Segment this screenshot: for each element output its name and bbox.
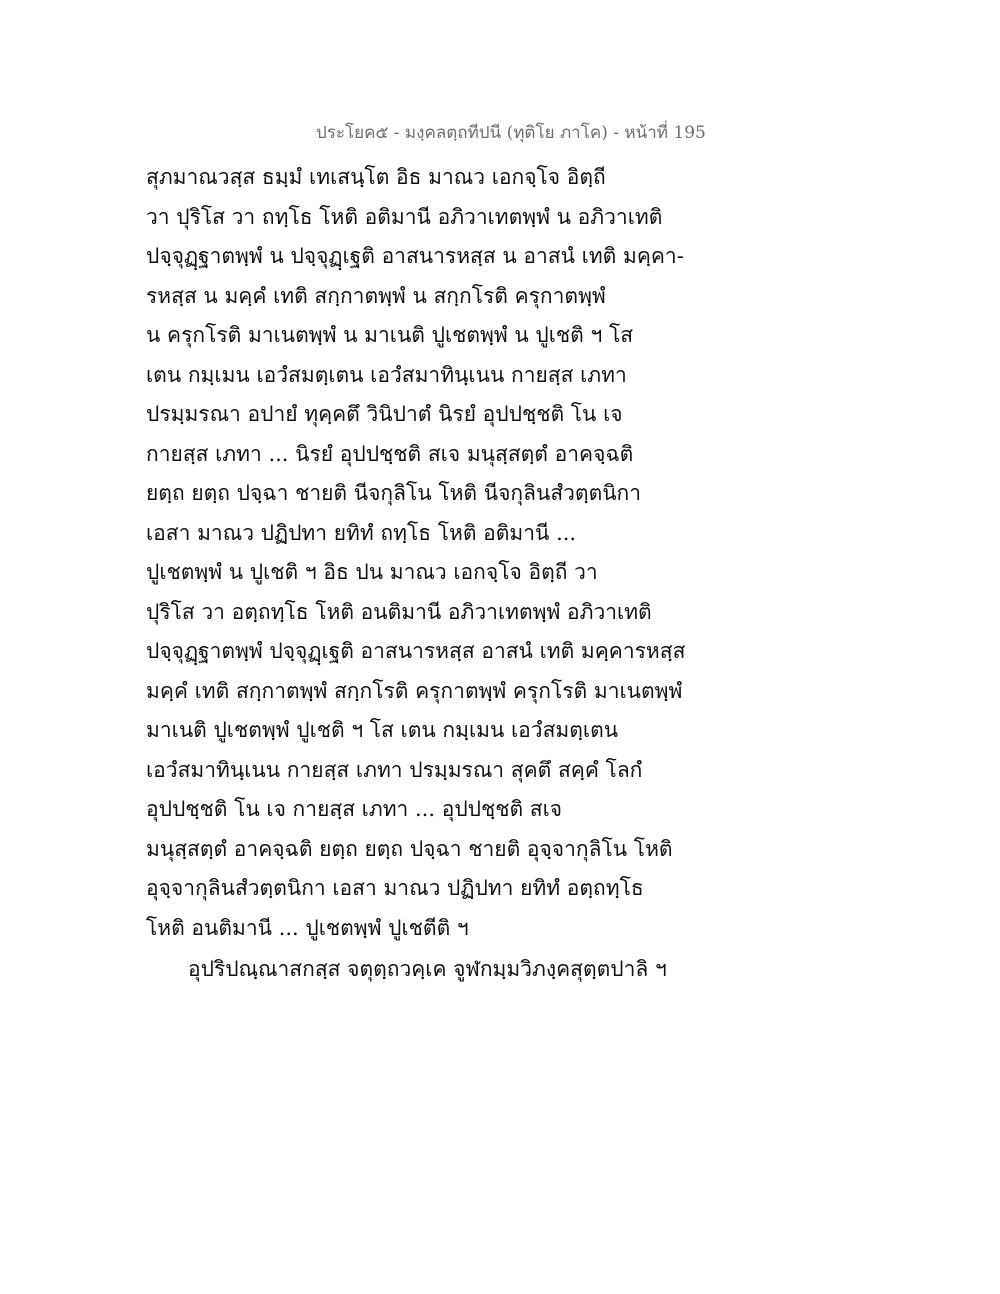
- text-line: มาเนติ ปูเชตพฺพํ ปูเชติ ฯ โส เตน กมฺเมน เอวํสมตฺเตน: [146, 718, 619, 742]
- text-line: น ครุกโรติ มาเนตพฺพํ น มาเนติ ปูเชตพฺพํ น ปูเชติ ฯ โส: [146, 323, 634, 347]
- text-line: เอสา มาณว ปฏิปทา ยทิทํ ถทฺโธ โหติ อติมานี ...: [146, 520, 577, 545]
- text-line: ปจฺจุฏฺฐาตพฺพํ น ปจฺจุฏฺเฐติ อาสนารหสฺส น อาสนํ เทติ มคฺคา-: [146, 244, 684, 268]
- body-text: [146, 158, 706, 990]
- running-header: ประโยค๕ - มงฺคลตฺถทีปนี (ทุติโย ภาโค) - หน้าที่ 195: [316, 123, 706, 143]
- text-line: ยตฺถ ยตฺถ ปจฺฉา ชายติ นีจกุลิโน โหติ นีจกุลินสํวตฺตนิกา: [146, 481, 642, 505]
- text-line: โหติ อนติมานี ... ปูเชตพฺพํ ปูเชตีติ ฯ: [146, 915, 469, 940]
- text-line: ปุริโส วา อตฺถทฺโธ โหติ อนติมานี อภิวาเทตพฺพํ อภิวาเทติ: [146, 599, 652, 624]
- text-line: อุปปชฺชติ โน เจ กายสฺส เภทา ... อุปปชฺชติ สเจ: [146, 797, 563, 821]
- text-line: ปจฺจุฏฺฐาตพฺพํ ปจฺจุฏฺเฐติ อาสนารหสฺส อาสนํ เทติ มคฺคารหสฺส: [146, 639, 686, 663]
- text-line: วา ปุริโส วา ถทฺโธ โหติ อติมานี อภิวาเทตพฺพํ น อภิวาเทติ: [146, 204, 663, 229]
- text-line: มคฺคํ เทติ สกฺกาตพฺพํ สกฺกโรติ ครุกาตพฺพํ ครุกโรติ มาเนตพฺพํ: [146, 678, 683, 703]
- text-line: อุจฺจากุลินสํวตฺตนิกา เอสา มาณว ปฏิปทา ยทิทํ อตฺถทฺโธ: [146, 876, 644, 900]
- text-line: รหสฺส น มคฺคํ เทติ สกฺกาตพฺพํ น สกฺกโรติ ครุกาตพฺพํ: [146, 283, 606, 308]
- text-line: มนุสฺสตฺตํ อาคจฺฉติ ยตฺถ ยตฺถ ปจฺฉา ชายติ อุจฺจากุลิโน โหติ: [146, 836, 673, 861]
- text-line: เตน กมฺเมน เอวํสมตฺเตน เอวํสมาทินฺเนน กายสฺส เภทา: [146, 362, 627, 387]
- text-line: ปูเชตพฺพํ น ปูเชติ ฯ อิธ ปน มาณว เอกจฺโจ อิตฺถี วา: [146, 560, 598, 584]
- text-line: เอวํสมาทินฺเนน กายสฺส เภทา ปรมฺมรณา สุคตึ สคฺคํ โลกํ: [146, 757, 643, 782]
- text-line: ปรมฺมรณา อปายํ ทุคฺคตึ วินิปาตํ นิรยํ อุปปชฺชติ โน เจ: [146, 402, 623, 426]
- text-line: สุภมาณวสฺส ธมฺมํ เทเสนฺโต อิธ มาณว เอกจฺโจ อิตฺถี: [146, 165, 606, 189]
- text-line: กายสฺส เภทา ... นิรยํ อุปปชฺชติ สเจ มนุสฺสตฺตํ อาคจฺฉติ: [146, 441, 634, 466]
- closing-line: อุปริปณฺณาสกสฺส จตุตฺถวคฺเค จูฬกมฺมวิภงฺคสุตฺตปาลิ ฯ: [188, 957, 667, 981]
